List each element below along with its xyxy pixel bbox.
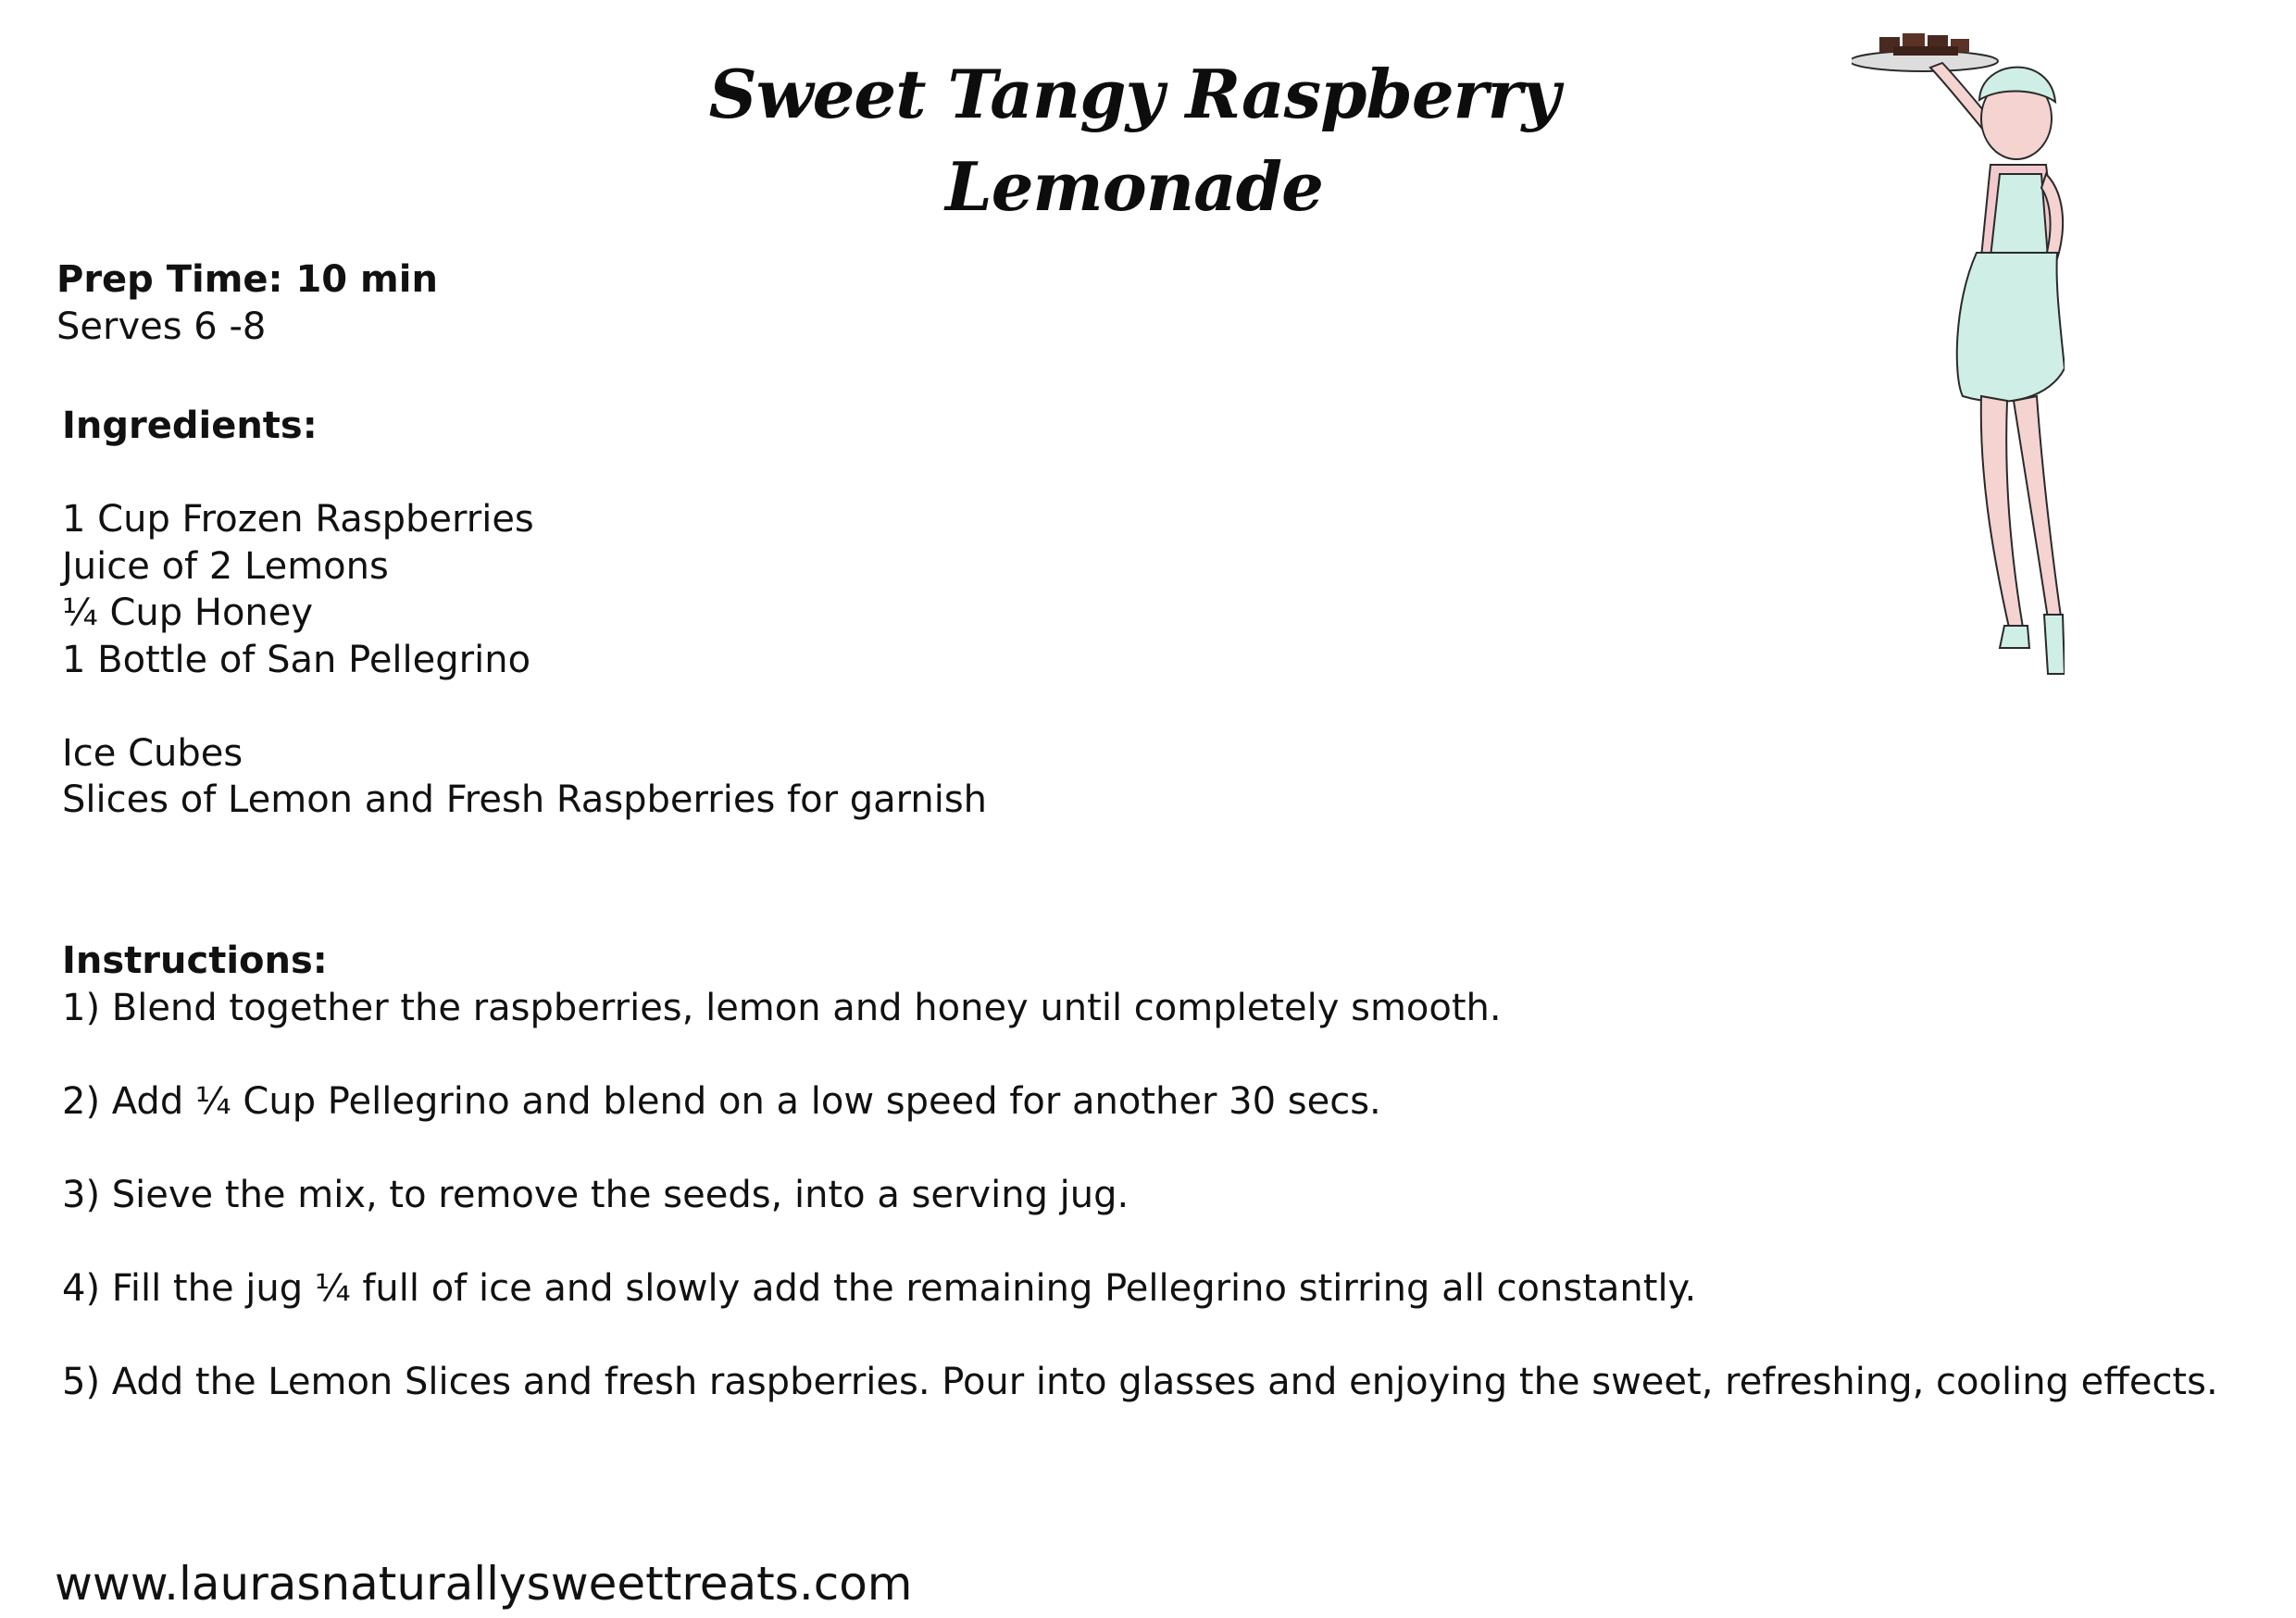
- ingredient-item: Juice of 2 Lemons: [62, 544, 389, 588]
- brownie-tray-icon: [1852, 33, 1998, 71]
- serves: Serves 6 -8: [56, 305, 267, 348]
- ingredients-section: [62, 403, 987, 824]
- ingredients-heading: Ingredients:: [62, 404, 318, 447]
- pinup-waitress-illustration: [1852, 26, 2065, 702]
- instruction-step: 4) Fill the jug ¼ full of ice and slowly add the remaining Pellegrino stirring all constantly.: [62, 1266, 1697, 1310]
- recipe-title: Sweet Tangy Raspberry Lemonade: [708, 55, 1560, 226]
- ingredient-extra: Slices of Lemon and Fresh Raspberries for garnish: [62, 778, 988, 821]
- ingredient-item: 1 Bottle of San Pellegrino: [62, 638, 531, 681]
- instructions-section: [62, 938, 2218, 1405]
- ingredient-item: ¼ Cup Honey: [62, 591, 314, 634]
- instruction-step: 3) Sieve the mix, to remove the seeds, into a serving jug.: [62, 1173, 1129, 1216]
- ingredient-extra: Ice Cubes: [62, 731, 243, 775]
- instructions-heading: Instructions:: [62, 940, 328, 982]
- website-url: www.laurasnaturallysweettreats.com: [55, 1557, 913, 1611]
- instruction-step: 2) Add ¼ Cup Pellegrino and blend on a low speed for another 30 secs.: [62, 1079, 1381, 1123]
- ingredient-item: 1 Cup Frozen Raspberries: [62, 498, 534, 541]
- instruction-step: 5) Add the Lemon Slices and fresh raspberries. Pour into glasses and enjoying the sweet, refreshing, cooling effects.: [62, 1360, 2218, 1403]
- prep-time: Prep Time: 10 min: [56, 258, 438, 301]
- instruction-step: 1) Blend together the raspberries, lemon and honey until completely smooth.: [62, 986, 1502, 1029]
- recipe-meta: [56, 256, 438, 350]
